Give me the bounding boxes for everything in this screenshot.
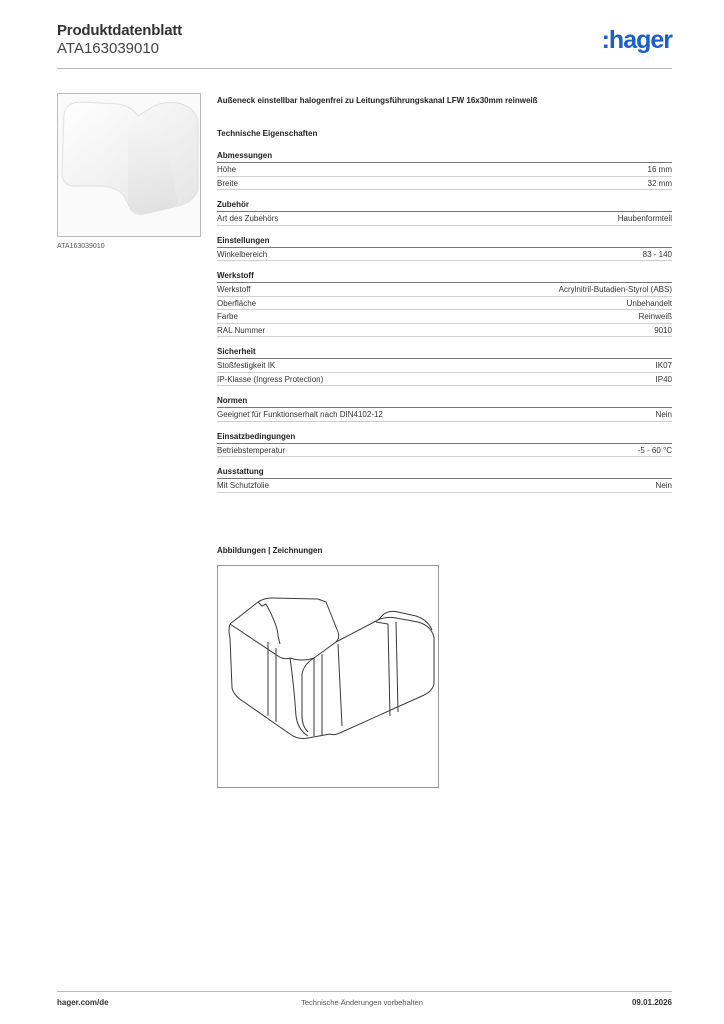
property-value: Unbehandelt — [626, 298, 672, 308]
footer-website-link[interactable]: hager.com/de — [57, 998, 109, 1007]
section-heading: Sicherheit — [217, 346, 672, 359]
section-heading: Einsatzbedingungen — [217, 431, 672, 444]
property-label: Oberfläche — [217, 298, 257, 308]
section-heading: Zubehör — [217, 199, 672, 212]
property-label: Werkstoff — [217, 285, 251, 294]
property-value: 83 - 140 — [642, 249, 672, 259]
property-value: 32 mm — [647, 178, 672, 188]
property-value: Haubenformteil — [617, 214, 672, 223]
property-value: 16 mm — [647, 165, 672, 174]
property-label: Stoßfestigkeit IK — [217, 361, 276, 370]
property-row — [217, 212, 672, 226]
property-label: Farbe — [217, 312, 238, 321]
property-label: Breite — [217, 178, 238, 188]
property-section — [217, 346, 672, 386]
property-row — [217, 373, 672, 387]
property-label: Höhe — [217, 165, 237, 174]
property-section — [217, 431, 672, 458]
property-label: Winkelbereich — [217, 249, 268, 259]
property-row — [217, 310, 672, 324]
property-label: Geeignet für Funktionserhalt nach DIN4102-12 — [217, 410, 383, 419]
property-row — [217, 248, 672, 262]
header-divider — [57, 68, 672, 69]
document-header — [57, 22, 182, 57]
property-row — [217, 359, 672, 373]
property-value: -5 - 60 °C — [637, 445, 672, 455]
section-heading: Abmessungen — [217, 150, 672, 163]
property-sections — [217, 150, 672, 493]
corner-piece-drawing — [218, 566, 438, 787]
property-section — [217, 235, 672, 262]
figures-heading: Abbildungen | Zeichnungen — [217, 546, 323, 555]
product-photo — [58, 94, 200, 236]
footer-disclaimer: Technische Änderungen vorbehalten — [301, 998, 423, 1007]
product-title: Außeneck einstellbar halogenfrei zu Leitungsführungskanal LFW 16x30mm reinweiß — [217, 96, 538, 105]
property-row — [217, 177, 672, 191]
property-row — [217, 297, 672, 311]
product-thumbnail — [57, 93, 201, 237]
thumbnail-caption: ATA163039010 — [57, 243, 105, 250]
property-row — [217, 324, 672, 338]
property-section — [217, 270, 672, 337]
property-value: 9010 — [654, 325, 672, 335]
property-row — [217, 283, 672, 297]
property-section — [217, 199, 672, 226]
property-row — [217, 444, 672, 458]
property-section — [217, 150, 672, 190]
property-row — [217, 408, 672, 422]
document-title: Produktdatenblatt — [57, 22, 182, 39]
properties-panel — [217, 96, 672, 502]
property-row — [217, 479, 672, 493]
article-number: ATA163039010 — [57, 40, 160, 57]
property-value: Nein — [655, 481, 672, 490]
property-value: IK07 — [655, 361, 672, 370]
section-heading: Normen — [217, 395, 672, 408]
property-section — [217, 395, 672, 422]
property-label: Betriebstemperatur — [217, 445, 286, 455]
technical-drawing — [217, 565, 439, 788]
section-heading: Werkstoff — [217, 270, 672, 283]
property-label: RAL Nummer — [217, 325, 266, 335]
section-heading: Einstellungen — [217, 235, 672, 248]
property-label: IP-Klasse (Ingress Protection) — [217, 374, 324, 384]
property-section — [217, 466, 672, 493]
properties-heading: Technische Eigenschaften — [217, 129, 318, 138]
property-value: Reinweiß — [638, 312, 672, 321]
section-heading: Ausstattung — [217, 466, 672, 479]
property-label: Art des Zubehörs — [217, 214, 279, 223]
property-label: Mit Schutzfolie — [217, 481, 270, 490]
property-value: IP40 — [655, 374, 672, 384]
property-value: Acrylnitril-Butadien-Styrol (ABS) — [558, 285, 672, 294]
property-value: Nein — [655, 410, 672, 419]
footer-date: 09.01.2026 — [631, 998, 672, 1007]
hager-logo: :hager — [601, 26, 672, 54]
footer-divider — [57, 991, 672, 992]
property-row — [217, 163, 672, 177]
